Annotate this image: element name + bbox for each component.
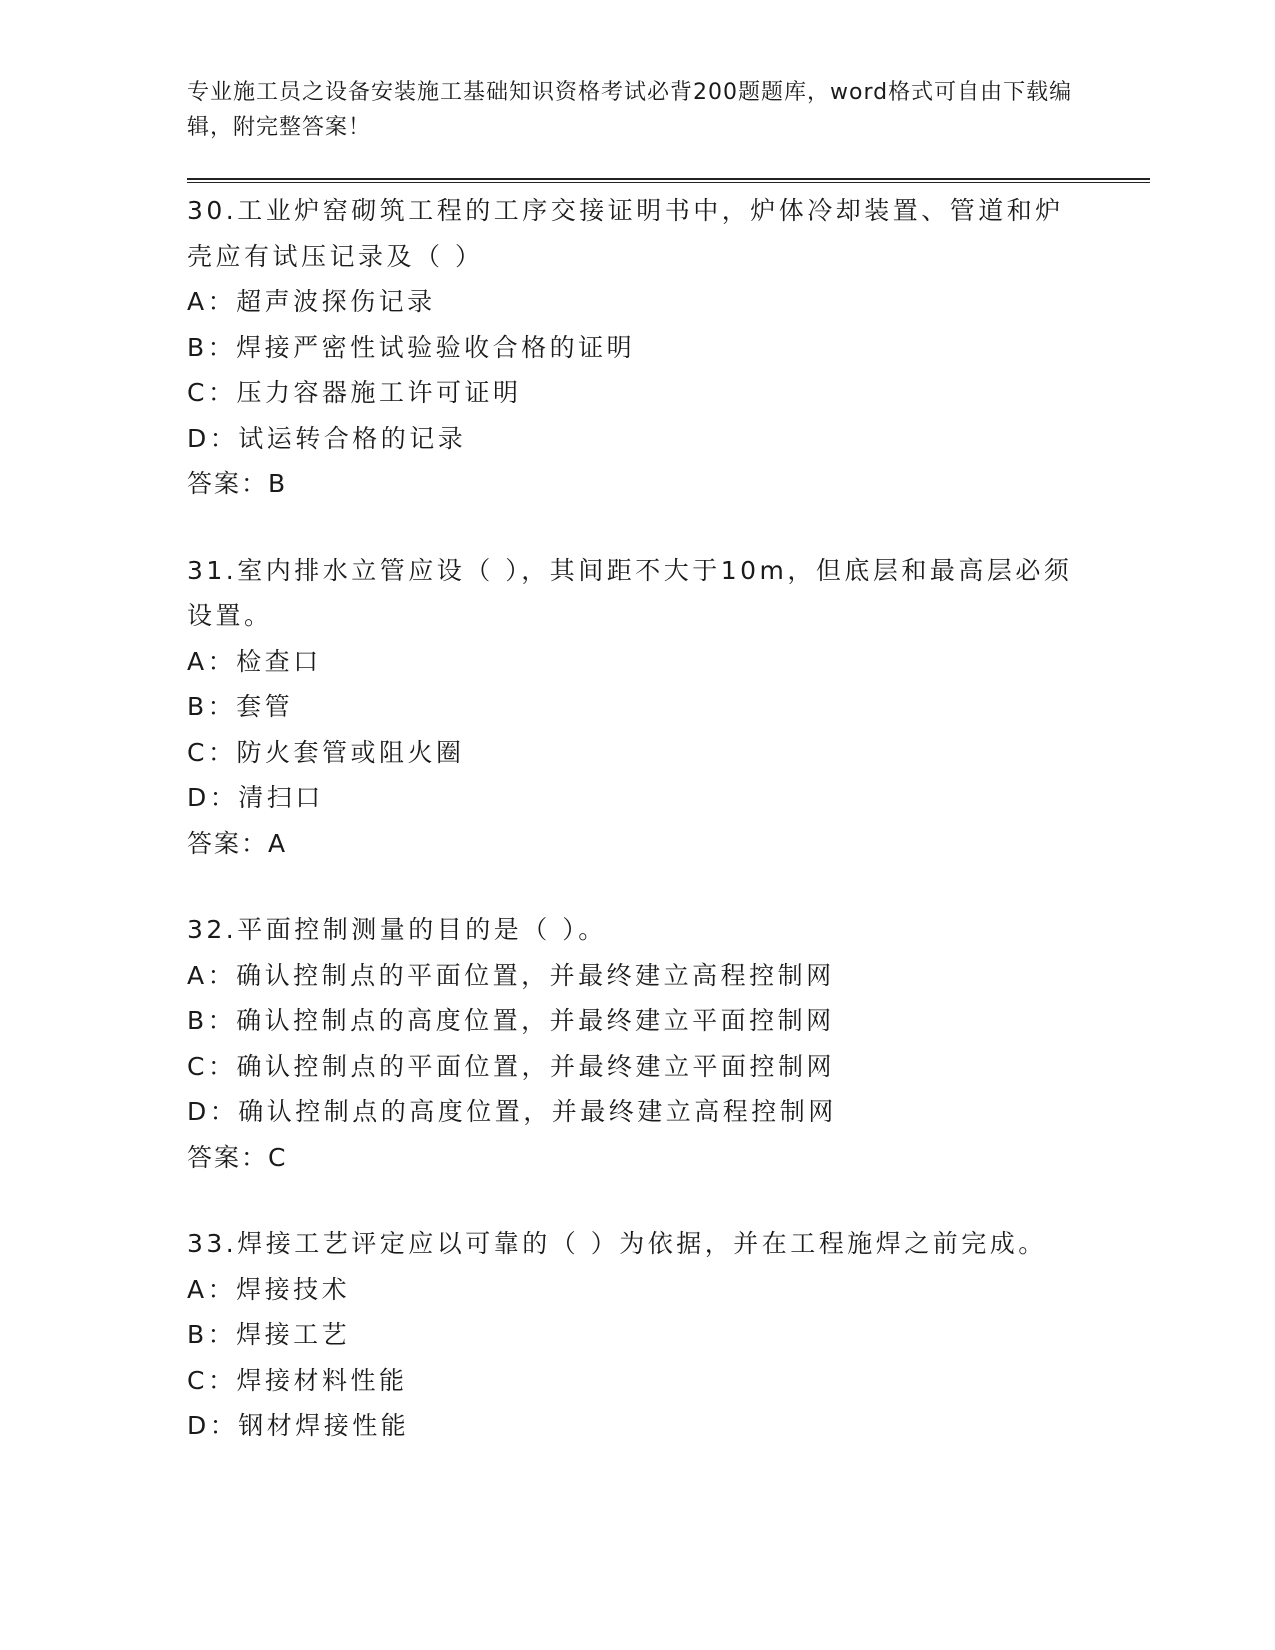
answer-line: 答案：B	[187, 469, 288, 498]
question-31	[187, 548, 1087, 867]
option-a: A：检查口	[187, 646, 322, 676]
question-33	[187, 1221, 1087, 1449]
option-a: A：确认控制点的平面位置，并最终建立高程控制网	[187, 960, 835, 990]
option-d: D：确认控制点的高度位置，并最终建立高程控制网	[187, 1097, 837, 1126]
option-c: C：防火套管或阻火圈	[187, 737, 465, 767]
option-a: A：焊接技术	[187, 1274, 351, 1304]
option-b: B：焊接严密性试验验收合格的证明	[187, 332, 636, 362]
option-d: D：试运转合格的记录	[187, 423, 467, 453]
question-30	[187, 188, 1087, 507]
question-text: 32.平面控制测量的目的是（ ）。	[187, 915, 607, 944]
option-d: D：钢材焊接性能	[187, 1411, 410, 1440]
option-b: B：套管	[187, 692, 294, 721]
question-list	[187, 188, 1087, 1490]
document-header: 专业施工员之设备安装施工基础知识资格考试必背200题题库，word格式可自由下载编辑，附完整答案！	[187, 80, 1073, 140]
option-c: C：焊接材料性能	[187, 1365, 408, 1395]
question-text: 30.工业炉窑砌筑工程的工序交接证明书中，炉体冷却装置、管道和炉壳应有试压记录及（ ）	[187, 196, 1064, 271]
option-c: C：压力容器施工许可证明	[187, 378, 522, 407]
option-a: A：超声波探伤记录	[187, 287, 436, 316]
option-c: C：确认控制点的平面位置，并最终建立平面控制网	[187, 1051, 835, 1081]
question-text: 31.室内排水立管应设（ ），其间距不大于10m，但底层和最高层必须设置。	[187, 555, 1073, 630]
question-32	[187, 907, 1087, 1180]
option-b: B：焊接工艺	[187, 1320, 351, 1349]
answer-line: 答案：A	[187, 828, 288, 858]
header-divider	[187, 178, 1150, 183]
question-text: 33.焊接工艺评定应以可靠的（ ）为依据，并在工程施焊之前完成。	[187, 1229, 1047, 1258]
option-d: D：清扫口	[187, 783, 324, 812]
option-b: B：确认控制点的高度位置，并最终建立平面控制网	[187, 1006, 835, 1035]
answer-line: 答案：C	[187, 1142, 288, 1172]
